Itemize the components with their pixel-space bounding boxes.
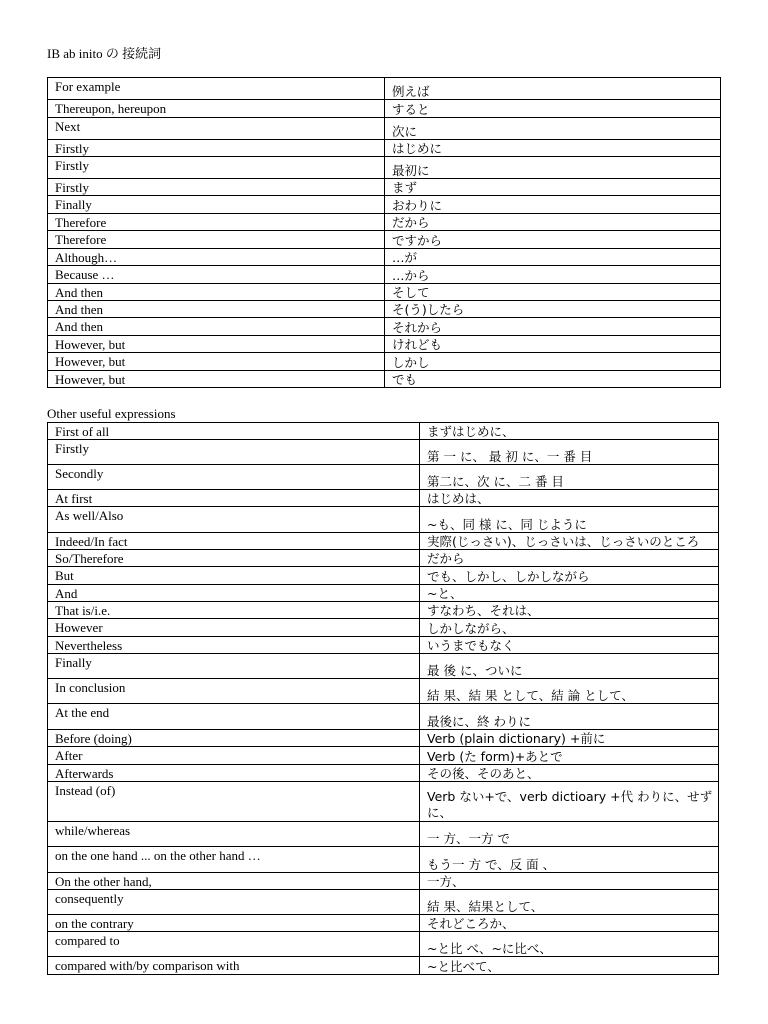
english-term: Secondly bbox=[48, 465, 420, 490]
japanese-term: 結 果、結 果 として、結 論 として、 bbox=[420, 679, 719, 704]
english-term: However, but bbox=[48, 353, 385, 371]
table-row bbox=[48, 284, 721, 301]
table-row bbox=[48, 765, 719, 782]
english-term: After bbox=[48, 747, 420, 765]
table-row bbox=[48, 179, 721, 196]
english-term: And then bbox=[48, 318, 385, 336]
table-row bbox=[48, 915, 719, 932]
english-term: However, but bbox=[48, 336, 385, 353]
table-row bbox=[48, 423, 719, 440]
japanese-term: 最初に bbox=[385, 157, 721, 179]
table-row bbox=[48, 301, 721, 318]
table-row bbox=[48, 782, 719, 822]
japanese-term: まずはじめに、 bbox=[420, 423, 719, 440]
table-row bbox=[48, 78, 721, 100]
english-term: Before (doing) bbox=[48, 730, 420, 747]
english-term: Instead (of) bbox=[48, 782, 420, 822]
english-term: On the other hand, bbox=[48, 873, 420, 890]
english-term: Finally bbox=[48, 196, 385, 214]
japanese-term: それから bbox=[385, 318, 721, 336]
japanese-term: すると bbox=[385, 100, 721, 118]
japanese-term: 一 方、一方 で bbox=[420, 822, 719, 847]
table-row bbox=[48, 533, 719, 550]
english-term: First of all bbox=[48, 423, 420, 440]
english-term: But bbox=[48, 567, 420, 585]
document-title: IB ab inito の 接続詞 bbox=[47, 46, 162, 61]
table-row bbox=[48, 196, 721, 214]
table-row bbox=[48, 249, 721, 266]
english-term: Firstly bbox=[48, 157, 385, 179]
japanese-term: 例えば bbox=[385, 78, 721, 100]
japanese-term: 次に bbox=[385, 118, 721, 140]
japanese-term: 一方、 bbox=[420, 873, 719, 890]
english-term: However, but bbox=[48, 371, 385, 388]
table-row bbox=[48, 336, 721, 353]
table-row bbox=[48, 602, 719, 619]
japanese-term: …が bbox=[385, 249, 721, 266]
english-term: Finally bbox=[48, 654, 420, 679]
table-row bbox=[48, 567, 719, 585]
japanese-term: はじめに bbox=[385, 140, 721, 157]
english-term: And then bbox=[48, 284, 385, 301]
table-row bbox=[48, 619, 719, 637]
table-row bbox=[48, 847, 719, 873]
english-term: At first bbox=[48, 490, 420, 507]
table-row bbox=[48, 353, 721, 371]
japanese-term: 結 果、結果として、 bbox=[420, 890, 719, 915]
japanese-term: その後、そのあと、 bbox=[420, 765, 719, 782]
english-term: on the one hand ... on the other hand … bbox=[48, 847, 420, 873]
english-term: That is/i.e. bbox=[48, 602, 420, 619]
table-row bbox=[48, 637, 719, 654]
table-row bbox=[48, 371, 721, 388]
table-row bbox=[48, 822, 719, 847]
section-title-other-expressions: Other useful expressions bbox=[47, 406, 176, 421]
english-term: Nevertheless bbox=[48, 637, 420, 654]
japanese-term: もう一 方 で、反 面 、 bbox=[420, 847, 719, 873]
japanese-term: はじめは、 bbox=[420, 490, 719, 507]
table-row bbox=[48, 704, 719, 730]
japanese-term: Verb (た form)+あとで bbox=[420, 747, 719, 765]
japanese-term: けれども bbox=[385, 336, 721, 353]
english-term: And bbox=[48, 585, 420, 602]
table-row bbox=[48, 747, 719, 765]
english-term: Firstly bbox=[48, 440, 420, 465]
table-row bbox=[48, 214, 721, 231]
english-term: Thereupon, hereupon bbox=[48, 100, 385, 118]
japanese-term: まず bbox=[385, 179, 721, 196]
japanese-term: 最 後 に、ついに bbox=[420, 654, 719, 679]
useful-expressions-table bbox=[47, 422, 719, 975]
table-row bbox=[48, 730, 719, 747]
english-term: compared to bbox=[48, 932, 420, 957]
table-row bbox=[48, 118, 721, 140]
english-term: However bbox=[48, 619, 420, 637]
english-term: Firstly bbox=[48, 179, 385, 196]
japanese-term: だから bbox=[385, 214, 721, 231]
table-row bbox=[48, 231, 721, 249]
english-term: At the end bbox=[48, 704, 420, 730]
japanese-term: そして bbox=[385, 284, 721, 301]
table-row bbox=[48, 100, 721, 118]
table-row bbox=[48, 266, 721, 284]
japanese-term: ~も、同 様 に、同 じように bbox=[420, 507, 719, 533]
japanese-term: 最後に、終 わりに bbox=[420, 704, 719, 730]
english-term: Indeed/In fact bbox=[48, 533, 420, 550]
japanese-term: Verb (plain dictionary) +前に bbox=[420, 730, 719, 747]
japanese-term: しかし bbox=[385, 353, 721, 371]
japanese-term: ~と比 べ、~に比べ、 bbox=[420, 932, 719, 957]
english-term: Firstly bbox=[48, 140, 385, 157]
english-term: compared with/by comparison with bbox=[48, 957, 420, 975]
japanese-term: …から bbox=[385, 266, 721, 284]
table-row bbox=[48, 140, 721, 157]
english-term: For example bbox=[48, 78, 385, 100]
english-term: Therefore bbox=[48, 231, 385, 249]
table-row bbox=[48, 465, 719, 490]
english-term: Next bbox=[48, 118, 385, 140]
table-row bbox=[48, 585, 719, 602]
english-term: Therefore bbox=[48, 214, 385, 231]
table-row bbox=[48, 157, 721, 179]
table-row bbox=[48, 873, 719, 890]
japanese-term: でも、しかし、しかしながら bbox=[420, 567, 719, 585]
japanese-term: しかしながら、 bbox=[420, 619, 719, 637]
japanese-term: それどころか、 bbox=[420, 915, 719, 932]
japanese-term: おわりに bbox=[385, 196, 721, 214]
japanese-term: いうまでもなく bbox=[420, 637, 719, 654]
english-term: Afterwards bbox=[48, 765, 420, 782]
english-term: And then bbox=[48, 301, 385, 318]
english-term: consequently bbox=[48, 890, 420, 915]
japanese-term: ~と比べて、 bbox=[420, 957, 719, 975]
japanese-term: 実際(じっさい)、じっさいは、じっさいのところ bbox=[420, 533, 719, 550]
english-term: As well/Also bbox=[48, 507, 420, 533]
japanese-term: すなわち、それは、 bbox=[420, 602, 719, 619]
english-term: Although… bbox=[48, 249, 385, 266]
table-row bbox=[48, 490, 719, 507]
table-row bbox=[48, 318, 721, 336]
english-term: In conclusion bbox=[48, 679, 420, 704]
japanese-term: Verb ない+で、verb dictioary +代 わりに、せずに、 bbox=[420, 782, 719, 822]
japanese-term: ですから bbox=[385, 231, 721, 249]
english-term: while/whereas bbox=[48, 822, 420, 847]
japanese-term: そ(う)したら bbox=[385, 301, 721, 318]
table-row bbox=[48, 679, 719, 704]
table-row bbox=[48, 654, 719, 679]
english-term: Because … bbox=[48, 266, 385, 284]
table-row bbox=[48, 440, 719, 465]
table-row bbox=[48, 932, 719, 957]
table-row bbox=[48, 550, 719, 567]
english-term: on the contrary bbox=[48, 915, 420, 932]
japanese-term: だから bbox=[420, 550, 719, 567]
japanese-term: 第 一 に、 最 初 に、一 番 目 bbox=[420, 440, 719, 465]
japanese-term: でも bbox=[385, 371, 721, 388]
conjunctions-table bbox=[47, 77, 721, 388]
table-row bbox=[48, 957, 719, 975]
japanese-term: ~と、 bbox=[420, 585, 719, 602]
table-row bbox=[48, 890, 719, 915]
english-term: So/Therefore bbox=[48, 550, 420, 567]
table-row bbox=[48, 507, 719, 533]
japanese-term: 第二に、次 に、二 番 目 bbox=[420, 465, 719, 490]
